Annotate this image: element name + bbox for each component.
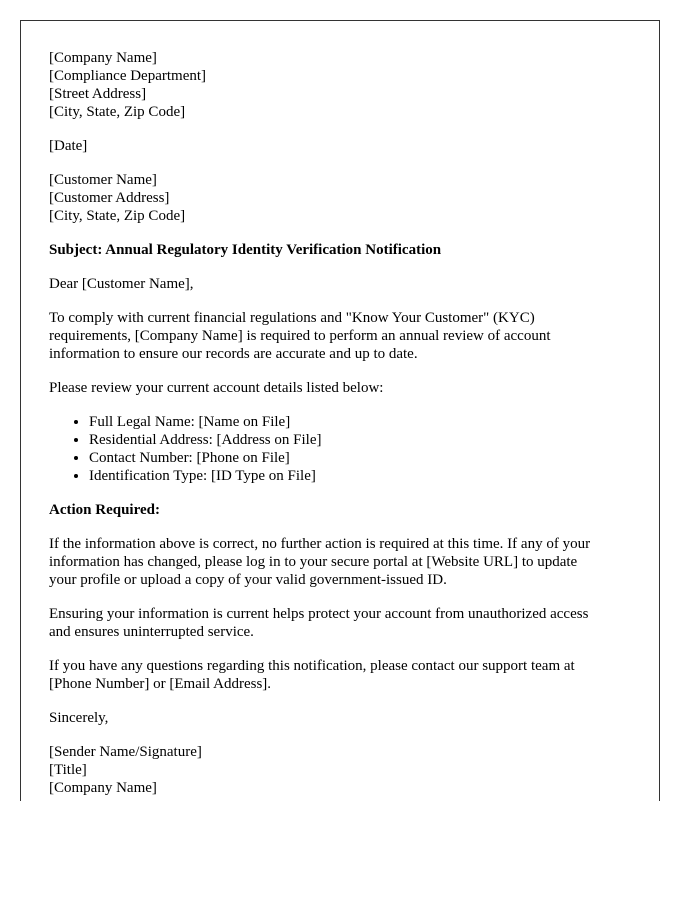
account-details-list [49, 413, 639, 485]
intro-line: requirements, [Company Name] is required to perform an annual review of account [49, 328, 551, 344]
list-item: • Identification Type: [ID Type on File] [89, 467, 639, 485]
intro-line: To comply with current financial regulations and "Know Your Customer" (KYC) [49, 310, 535, 326]
closing: Sincerely, [49, 710, 109, 726]
contact-paragraph [49, 657, 639, 693]
letter-date: [Date] [49, 138, 88, 154]
contact-line: [Phone Number] or [Email Address]. [49, 676, 272, 692]
signature-block [49, 743, 639, 797]
action-heading: Action Required: [49, 502, 160, 518]
recipient-name: [Customer Name] [49, 172, 157, 188]
signature-name: [Sender Name/Signature] [49, 744, 202, 760]
protection-line: Ensuring your information is current helps protect your account from unauthorized access [49, 606, 589, 622]
signature-company: [Company Name] [49, 780, 157, 796]
contact-line: If you have any questions regarding this notification, please contact our support team at [49, 658, 575, 674]
sender-street: [Street Address] [49, 86, 147, 102]
recipient-city: [City, State, Zip Code] [49, 208, 186, 224]
protection-paragraph [49, 605, 639, 641]
intro-paragraph [49, 309, 639, 363]
sender-city: [City, State, Zip Code] [49, 104, 186, 120]
action-paragraph [49, 535, 639, 589]
list-item: • Residential Address: [Address on File] [89, 431, 639, 449]
protection-line: and ensures uninterrupted service. [49, 624, 254, 640]
letter-page [20, 20, 660, 801]
recipient-address: [Customer Address] [49, 190, 170, 206]
intro-line: information to ensure our records are accurate and up to date. [49, 346, 418, 362]
signature-title: [Title] [49, 762, 87, 778]
action-line: information has changed, please log in to your secure portal at [Website URL] to update [49, 554, 578, 570]
list-item: • Contact Number: [Phone on File] [89, 449, 639, 467]
sender-company: [Company Name] [49, 50, 157, 66]
sender-address-block [49, 49, 639, 121]
action-line: If the information above is correct, no further action is required at this time. If any of your [49, 536, 591, 552]
review-prompt: Please review your current account details listed below: [49, 380, 384, 396]
recipient-address-block [49, 171, 639, 225]
subject-line: Subject: Annual Regulatory Identity Verification Notification [49, 242, 442, 258]
sender-department: [Compliance Department] [49, 68, 207, 84]
action-line: your profile or upload a copy of your valid government-issued ID. [49, 572, 447, 588]
salutation: Dear [Customer Name], [49, 276, 194, 292]
list-item: • Full Legal Name: [Name on File] [89, 413, 639, 431]
